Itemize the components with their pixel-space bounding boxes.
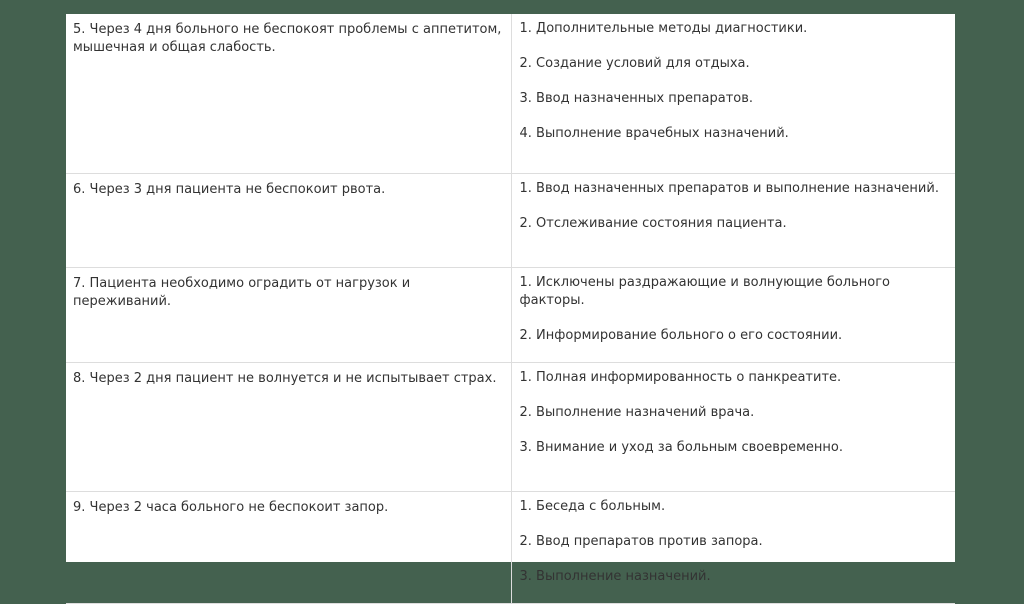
actions-cell <box>511 14 955 174</box>
goal-cell: 8. Через 2 дня пациент не волнуется и не испытывает страх. <box>66 363 511 492</box>
document-sheet <box>66 14 955 584</box>
action-item: 1. Исключены раздражающие и волнующие больного факторы. <box>519 275 891 308</box>
table-row <box>66 14 955 174</box>
action-item: 2. Выполнение назначений врача. <box>519 405 755 420</box>
action-item: 3. Внимание и уход за больным своевременно. <box>519 440 844 455</box>
action-item: 1. Дополнительные методы диагностики. <box>519 21 808 36</box>
goal-cell: 9. Через 2 часа больного не беспокоит запор. <box>66 492 511 604</box>
table-row <box>66 268 955 363</box>
actions-cell <box>511 174 955 268</box>
table-row <box>66 492 955 604</box>
actions-cell <box>511 363 955 492</box>
actions-cell <box>511 492 955 604</box>
action-item: 4. Выполнение врачебных назначений. <box>519 126 789 141</box>
action-item: 1. Беседа с больным. <box>519 499 666 514</box>
action-list <box>520 369 950 457</box>
action-item: 3. Выполнение назначений. <box>519 569 711 584</box>
goal-cell: 7. Пациента необходимо оградить от нагрузок и переживаний. <box>66 268 511 363</box>
goal-cell: 6. Через 3 дня пациента не беспокоит рвота. <box>66 174 511 268</box>
action-list <box>520 498 950 586</box>
action-item: 3. Ввод назначенных препаратов. <box>519 91 754 106</box>
care-plan-table <box>66 14 955 604</box>
action-item: 2. Создание условий для отдыха. <box>519 56 750 71</box>
action-item: 2. Информирование больного о его состоянии. <box>519 328 843 343</box>
action-item: 1. Полная информированность о панкреатите. <box>519 370 842 385</box>
table-row <box>66 174 955 268</box>
table-row <box>66 363 955 492</box>
action-item: 2. Отслеживание состояния пациента. <box>519 216 787 231</box>
action-item: 1. Ввод назначенных препаратов и выполнение назначений. <box>519 181 939 196</box>
action-list <box>520 20 950 143</box>
action-list <box>520 180 950 233</box>
action-list <box>520 274 950 345</box>
goal-cell: 5. Через 4 дня больного не беспокоят проблемы с аппетитом, мышечная и общая слабость. <box>66 14 511 174</box>
actions-cell <box>511 268 955 363</box>
action-item: 2. Ввод препаратов против запора. <box>519 534 763 549</box>
